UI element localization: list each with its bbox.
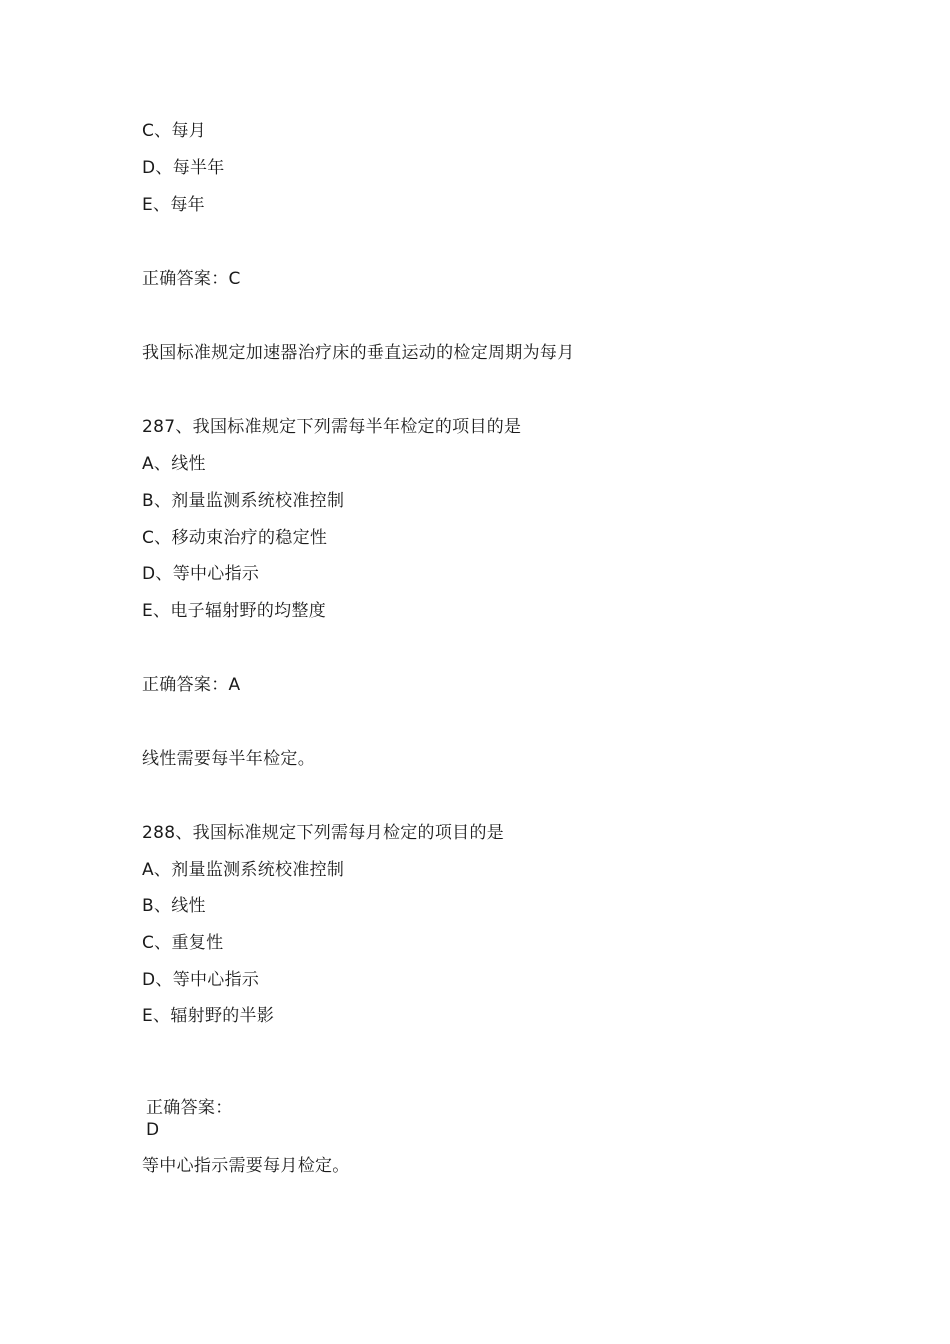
option-d: D、等中心指示 [142, 970, 260, 990]
option-d: D、等中心指示 [142, 564, 260, 584]
option-c: C、每月 [142, 121, 207, 141]
correct-answer-value: D [146, 1120, 160, 1140]
option-b: B、剂量监测系统校准控制 [142, 491, 345, 511]
question-288: 288、我国标准规定下列需每月检定的项目的是 [142, 823, 505, 843]
option-c: C、移动束治疗的稳定性 [142, 528, 328, 548]
option-b: B、线性 [142, 896, 206, 916]
correct-answer: 正确答案：A [142, 675, 241, 695]
option-d: D、每半年 [142, 158, 225, 178]
correct-answer-label: 正确答案： [146, 1098, 233, 1118]
option-e: E、辐射野的半影 [142, 1006, 275, 1026]
answer-explanation: 线性需要每半年检定。 [142, 749, 315, 769]
option-e: E、电子辐射野的均整度 [142, 601, 327, 621]
answer-explanation: 等中心指示需要每月检定。 [142, 1156, 350, 1176]
option-a: A、剂量监测系统校准控制 [142, 860, 345, 880]
option-a: A、线性 [142, 454, 206, 474]
question-287: 287、我国标准规定下列需每半年检定的项目的是 [142, 417, 522, 437]
option-c: C、重复性 [142, 933, 224, 953]
option-e: E、每年 [142, 195, 205, 215]
answer-explanation: 我国标准规定加速器治疗床的垂直运动的检定周期为每月 [142, 343, 575, 363]
correct-answer: 正确答案：C [142, 269, 241, 289]
